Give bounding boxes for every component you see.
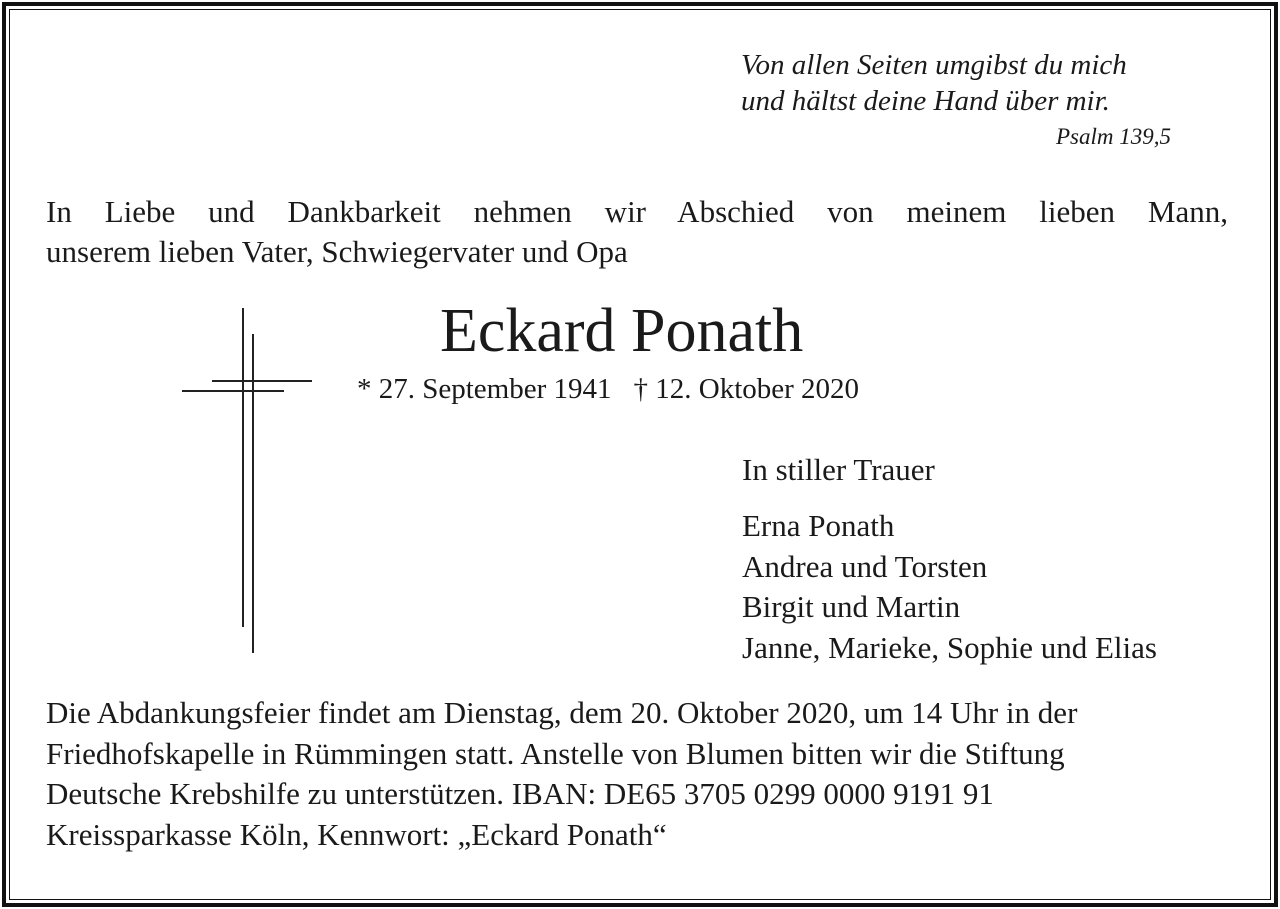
notice-line-2: Friedhofskapelle in Rümmingen statt. Anstelle von Blumen bitten wir die Stiftung xyxy=(46,735,1065,771)
funeral-notice xyxy=(46,693,1077,855)
mourner-name: Andrea und Torsten xyxy=(742,548,988,584)
bible-verse xyxy=(741,47,1127,119)
mourners-label: In stiller Trauer xyxy=(742,452,935,487)
mourner-name: Erna Ponath xyxy=(742,508,895,543)
mourner-name: Janne, Marieke, Sophie und Elias xyxy=(742,629,1157,665)
verse-source: Psalm 139,5 xyxy=(1056,124,1171,149)
double-line-cross-icon xyxy=(175,300,325,660)
intro-line-2: unserem lieben Vater, Schwiegervater und Opa xyxy=(46,234,628,269)
birth-date: * 27. September 1941 xyxy=(357,373,612,405)
intro-text xyxy=(46,192,1228,272)
notice-line-1: Die Abdankungsfeier findet am Dienstag, dem 20. Oktober 2020, um 14 Uhr in der xyxy=(46,695,1078,730)
notice-line-4: Kreissparkasse Köln, Kennwort: „Eckard Ponath“ xyxy=(46,816,667,852)
life-dates xyxy=(357,373,859,406)
deceased-name: Eckard Ponath xyxy=(440,297,804,365)
intro-line-1: In Liebe und Dankbarkeit nehmen wir Abschied von meinem lieben Mann, xyxy=(46,194,1228,229)
mourner-name: Birgit und Martin xyxy=(742,589,961,624)
verse-line-1: Von allen Seiten umgibst du mich xyxy=(741,49,1127,81)
mourners-list xyxy=(742,506,1157,668)
notice-line-3: Deutsche Krebshilfe zu unterstützen. IBAN: DE65 3705 0299 0000 9191 91 xyxy=(46,776,994,811)
verse-line-2: und hältst deine Hand über mir. xyxy=(741,85,1110,117)
death-date: † 12. Oktober 2020 xyxy=(633,373,860,405)
